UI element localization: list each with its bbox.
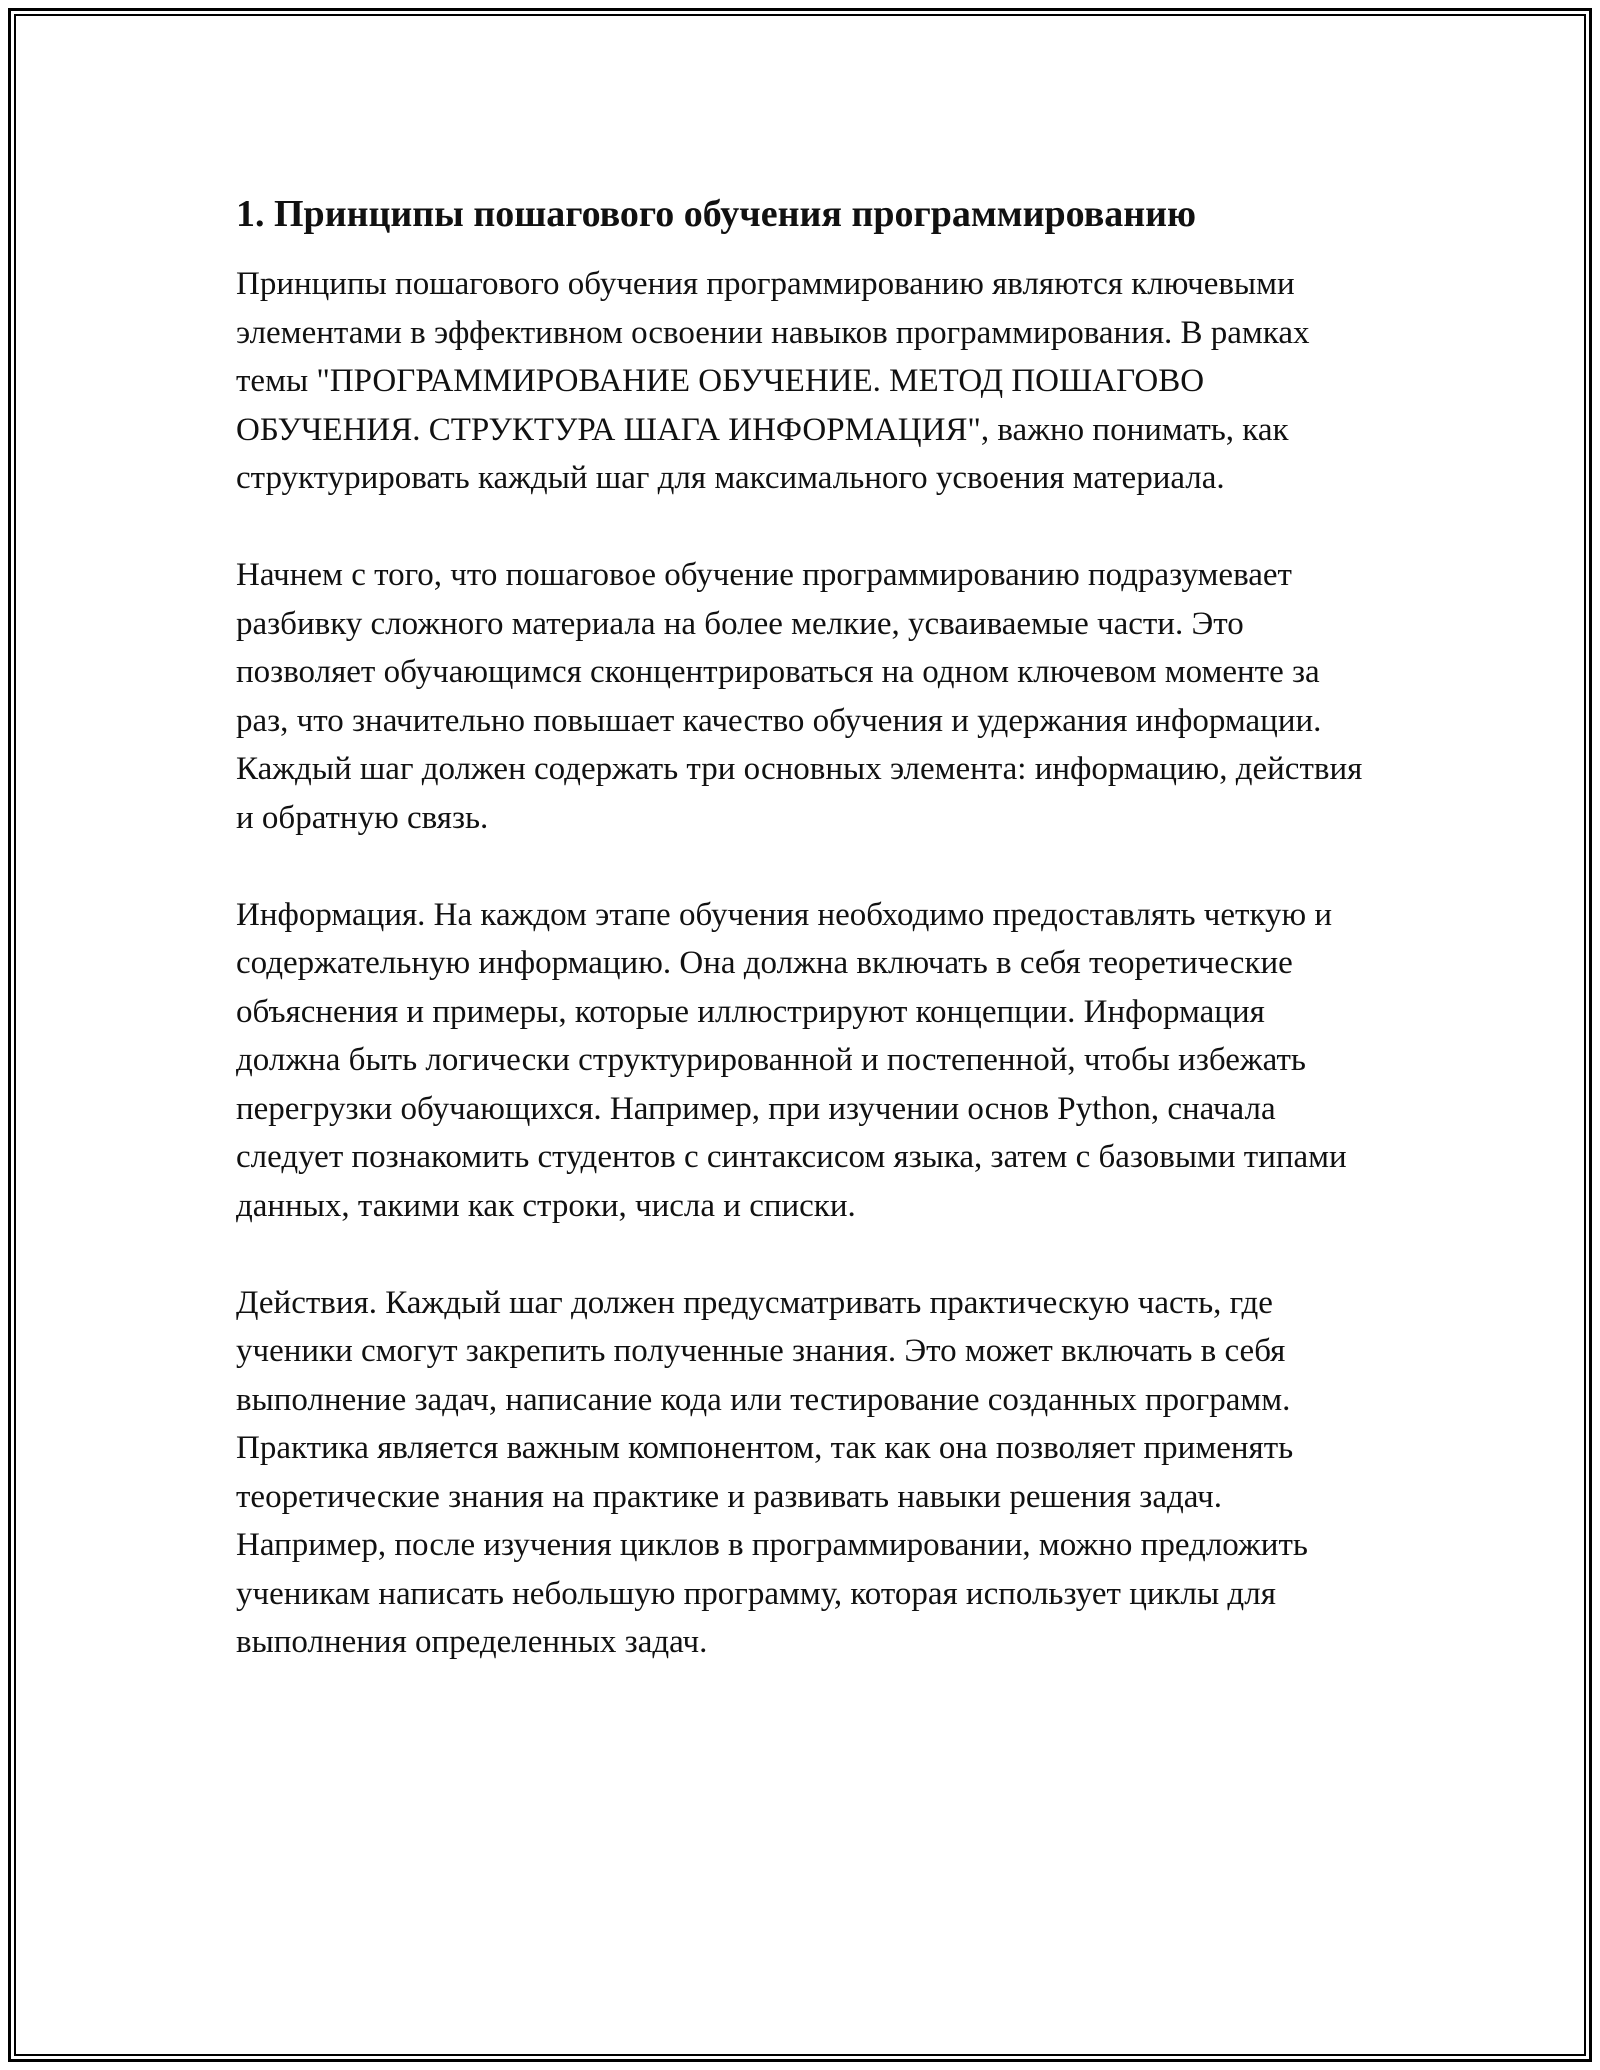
section-heading: 1. Принципы пошагового обучения программированию [236,193,1197,235]
paragraph-intro: Принципы пошагового обучения программированию являются ключевыми элементами в эффективном освоении навыков программирования. В рамках темы "ПРОГРАММИРОВАНИЕ ОБУЧЕНИЕ. МЕТОД ПОШАГОВО ОБУЧЕНИЯ. СТРУКТУРА ШАГА ИНФОРМАЦИЯ", важно понимать, как структурировать каждый шаг для максимального усвоения материала. [236,266,1310,496]
paragraph-information: Информация. На каждом этапе обучения необходимо предоставлять четкую и содержательную информацию. Она должна включать в себя теоретические объяснения и примеры, которые иллюстрируют концепции. Информация должна быть логически структурированной и постепенной, чтобы избежать перегрузки обучающихся. Например, при изучении основ Python, сначала следует познакомить студентов с синтаксисом языка, затем с базовыми типами данных, такими как строки, числа и списки. [236,896,1347,1224]
document-body [236,188,1372,1715]
paragraph-actions: Действия. Каждый шаг должен предусматривать практическую часть, где ученики смогут закрепить полученные знания. Это может включать в себя выполнение задач, написание кода или тестирование созданных программ. Практика является важным компонентом, так как она позволяет применять теоретические знания на практике и развивать навыки решения задач. Например, после изучения циклов в программировании, можно предложить ученикам написать небольшую программу, которая использует циклы для выполнения определенных задач. [236,1284,1308,1660]
paragraph-step-structure: Начнем с того, что пошаговое обучение программированию подразумевает разбивку сложного материала на более мелкие, усваиваемые части. Это позволяет обучающимся сконцентрироваться на одном ключевом моменте за раз, что значительно повышает качество обучения и удержания информации. Каждый шаг должен содержать три основных элемента: информацию, действия и обратную связь. [236,557,1363,836]
